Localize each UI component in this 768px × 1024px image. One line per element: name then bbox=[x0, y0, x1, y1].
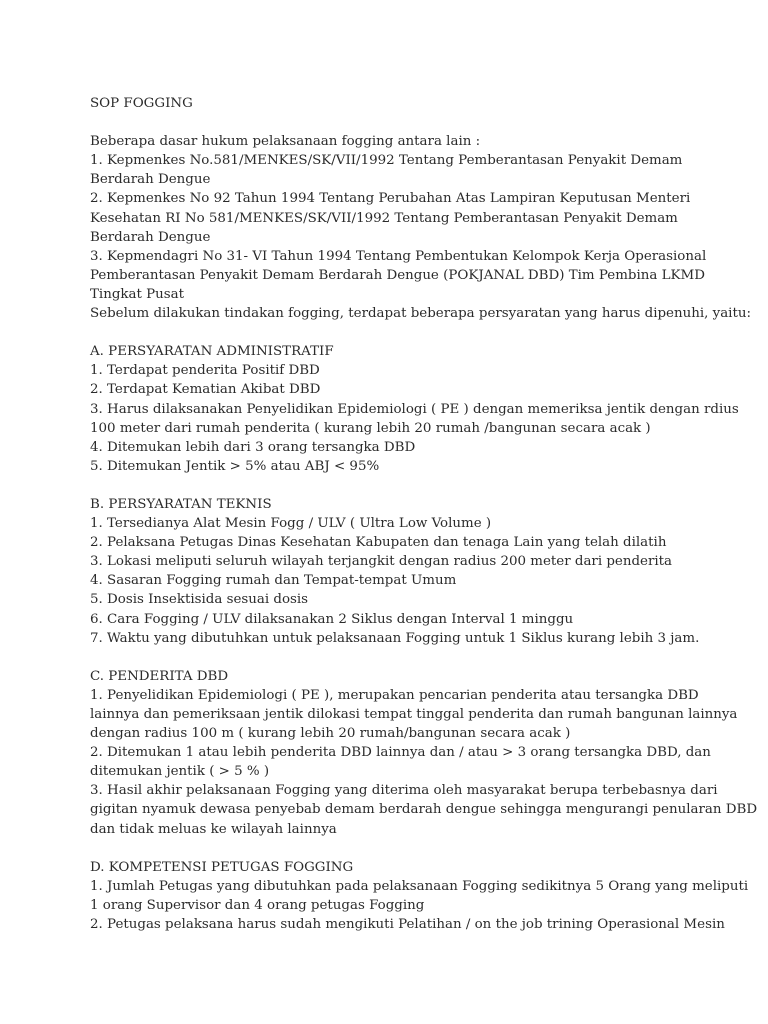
section-line: 100 meter dari rumah penderita ( kurang lebih 20 rumah /bangunan secara acak ) bbox=[90, 420, 651, 436]
section-heading: D. KOMPETENSI PETUGAS FOGGING bbox=[90, 859, 354, 875]
spacer bbox=[90, 476, 730, 495]
section-line: dengan radius 100 m ( kurang lebih 20 rumah/bangunan secara acak ) bbox=[90, 726, 571, 742]
section-heading: C. PENDERITA DBD bbox=[90, 668, 229, 684]
section-line: 3. Hasil akhir pelaksanaan Fogging yang diterima oleh masyarakat berupa terbebasnya dari bbox=[90, 783, 718, 799]
section-line: 2. Terdapat Kematian Akibat DBD bbox=[90, 382, 321, 398]
intro-line: Berdarah Dengue bbox=[90, 172, 211, 188]
intro-line: Pemberantasan Penyakit Demam Berdarah Dengue (POKJANAL DBD) Tim Pembina LKMD bbox=[90, 267, 705, 283]
spacer bbox=[90, 323, 730, 342]
intro-line: 1. Kepmenkes No.581/MENKES/SK/VII/1992 Tentang Pemberantasan Penyakit Demam bbox=[90, 153, 683, 169]
section-line: dan tidak meluas ke wilayah lainnya bbox=[90, 821, 337, 837]
section-line: 5. Dosis Insektisida sesuai dosis bbox=[90, 592, 309, 608]
intro-line: Sebelum dilakukan tindakan fogging, terdapat beberapa persyaratan yang harus dipenuhi, yaitu: bbox=[90, 306, 751, 322]
section-line: ditemukan jentik ( > 5 % ) bbox=[90, 764, 270, 780]
section-penderita bbox=[90, 667, 758, 839]
section-line: 5. Ditemukan Jentik > 5% atau ABJ < 95% bbox=[90, 458, 380, 474]
spacer bbox=[90, 113, 730, 132]
section-line: 1. Tersedianya Alat Mesin Fogg / ULV ( Ultra Low Volume ) bbox=[90, 516, 492, 532]
section-line: 7. Waktu yang dibutuhkan untuk pelaksanaan Fogging untuk 1 Siklus kurang lebih 3 jam. bbox=[90, 630, 700, 646]
section-line: 1. Jumlah Petugas yang dibutuhkan pada pelaksanaan Fogging sedikitnya 5 Orang yang meliputi bbox=[90, 878, 749, 894]
section-line: 6. Cara Fogging / ULV dilaksanakan 2 Siklus dengan Interval 1 minggu bbox=[90, 611, 574, 627]
section-line: gigitan nyamuk dewasa penyebab demam berdarah dengue sehingga mengurangi penularan DBD bbox=[90, 802, 758, 818]
section-line: 4. Sasaran Fogging rumah dan Tempat-tempat Umum bbox=[90, 573, 457, 589]
section-line: 2. Petugas pelaksana harus sudah mengikuti Pelatihan / on the job trining Operasional Mesin bbox=[90, 917, 725, 933]
intro-line: 2. Kepmenkes No 92 Tahun 1994 Tentang Perubahan Atas Lampiran Keputusan Menteri bbox=[90, 191, 691, 207]
section-line: lainnya dan pemeriksaan jentik dilokasi tempat tinggal penderita dan rumah bangunan lainnya bbox=[90, 707, 738, 722]
document-page bbox=[90, 94, 758, 934]
section-line: 4. Ditemukan lebih dari 3 orang tersangka DBD bbox=[90, 439, 416, 455]
spacer bbox=[90, 648, 730, 667]
intro-line: 3. Kepmendagri No 31- VI Tahun 1994 Tentang Pembentukan Kelompok Kerja Operasional bbox=[90, 248, 707, 264]
section-heading: B. PERSYARATAN TEKNIS bbox=[90, 496, 272, 512]
section-line: 2. Ditemukan 1 atau lebih penderita DBD lainnya dan / atau > 3 orang tersangka DBD, dan bbox=[90, 745, 711, 761]
document-title: SOP FOGGING bbox=[90, 96, 193, 111]
section-line: 1. Penyelidikan Epidemiologi ( PE ), merupakan pencarian penderita atau tersangka DBD bbox=[90, 687, 699, 703]
section-kompetensi bbox=[90, 858, 749, 934]
intro-line: Tingkat Pusat bbox=[90, 286, 185, 302]
intro-line: Beberapa dasar hukum pelaksanaan fogging antara lain : bbox=[90, 134, 481, 150]
section-line: 1. Terdapat penderita Positif DBD bbox=[90, 363, 320, 379]
section-heading: A. PERSYARATAN ADMINISTRATIF bbox=[90, 344, 334, 360]
intro-line: Berdarah Dengue bbox=[90, 229, 211, 245]
section-line: 2. Pelaksana Petugas Dinas Kesehatan Kabupaten dan tenaga Lain yang telah dilatih bbox=[90, 535, 667, 551]
section-line: 1 orang Supervisor dan 4 orang petugas Fogging bbox=[90, 897, 425, 913]
section-line: 3. Harus dilaksanakan Penyelidikan Epidemiologi ( PE ) dengan memeriksa jentik dengan rdius bbox=[90, 401, 739, 417]
section-line: 3. Lokasi meliputi seluruh wilayah terjangkit dengan radius 200 meter dari penderita bbox=[90, 554, 673, 570]
section-administratif bbox=[90, 342, 739, 476]
intro-block bbox=[90, 132, 751, 323]
spacer bbox=[90, 839, 730, 858]
intro-line: Kesehatan RI No 581/MENKES/SK/VII/1992 Tentang Pemberantasan Penyakit Demam bbox=[90, 210, 678, 226]
section-teknis bbox=[90, 495, 730, 648]
